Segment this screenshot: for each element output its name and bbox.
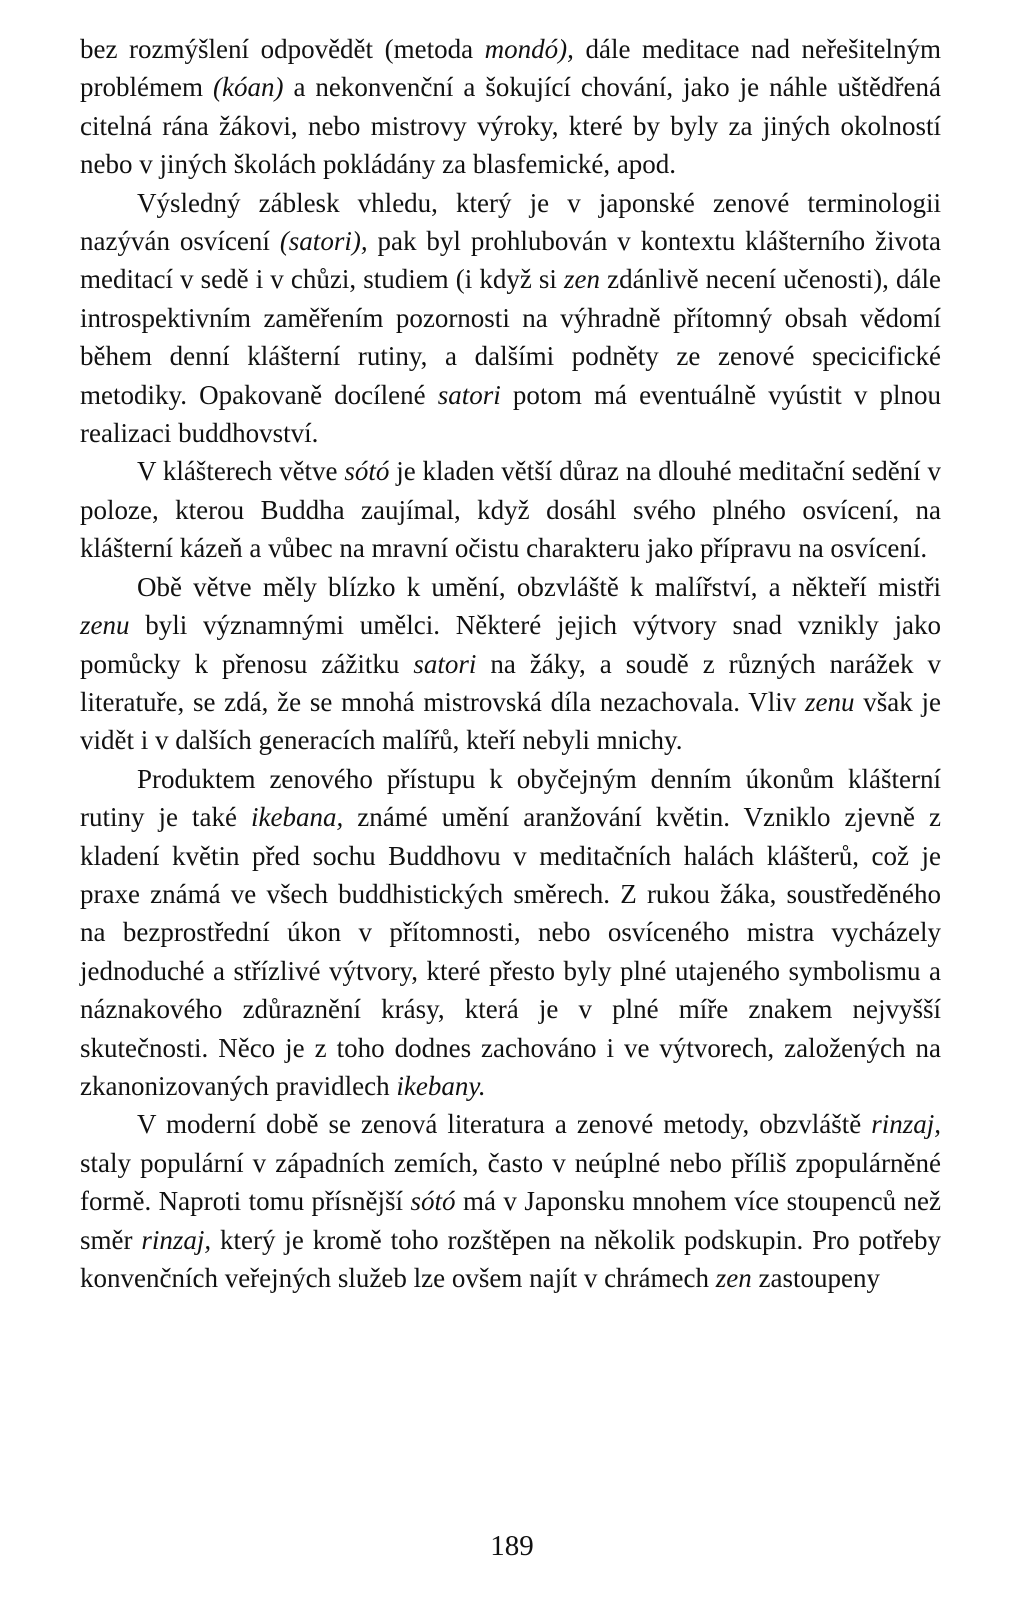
italic-term: ikebana, (251, 802, 344, 833)
paragraph (80, 452, 941, 567)
italic-term: zen (715, 1263, 752, 1293)
italic-term: sótó (344, 456, 390, 487)
body-text (80, 30, 941, 1297)
italic-term: mondó), (484, 34, 574, 64)
text-run: zdánlivě necení učenosti), dále introspektivním zaměřením pozornosti na výhradně přítomný obsah vědomí během denní klášterní rutiny, a dalšími podněty ze zenové specicifické metodiky. Opakovaně docílené (80, 264, 941, 410)
text-run: pak byl prohlubován v kontextu klášterního života meditací v sedě i v chůzi, studiem (i když si (80, 226, 942, 295)
italic-term: satori (437, 379, 501, 410)
text-run: Obě větve měly blízko k umění, obzvláště k malířství, a někteří mistři (137, 571, 941, 602)
text-run: potom má eventuálně vyústit v plnou realizaci buddhovství. (80, 379, 941, 449)
text-run: který je kromě toho rozštěpen na několik podskupin. Pro potřeby konvenčních veřejných služeb lze ovšem najít v chrámech (80, 1224, 941, 1293)
text-run: a nekonvenční a šokující chování, jako je náhle uštědřená citelná rána žákovi, nebo mistrovy výroky, které by byly za jiných okolností nebo v jiných školách pokládány za blasfemické, apod. (80, 72, 941, 180)
text-run: na žáky, a soudě z různých narážek v literatuře, se zdá, že se mnohá mistrovská díla nezachovala. Vliv (80, 648, 941, 717)
italic-term: satori (413, 648, 477, 679)
italic-term: (kóan) (212, 72, 284, 103)
italic-term: ikebany. (396, 1070, 486, 1101)
paragraph (80, 568, 941, 760)
text-run: zastoupeny (751, 1263, 880, 1293)
paragraph (80, 1105, 941, 1297)
text-run: V klášterech větve (137, 456, 345, 487)
text-run: však je vidět i v dalších generacích malířů, kteří nebyli mnichy. (80, 686, 941, 756)
text-run: staly populární v západních zemích, často v neúplné nebo příliš zpopulárněné formě. Naproti tomu přísnější (80, 1147, 941, 1217)
italic-term: zenu (805, 686, 855, 717)
text-run: bez rozmýšlení odpovědět (metoda (80, 34, 485, 64)
text-run: Výsledný záblesk vhledu, který je v japonské zenové terminologii nazýván osvícení (80, 187, 941, 257)
italic-term: rinzaj, (141, 1224, 212, 1255)
italic-term: (satori), (279, 226, 368, 257)
italic-term: zenu (80, 610, 130, 641)
text-run: je kladen větší důraz na dlouhé meditační sedění v poloze, kterou Buddha zaujímal, když dosáhl svého plného osvícení, na klášterní kázeň a vůbec na mravní očistu charakteru jako přípravu na osvícení. (80, 456, 941, 564)
text-run: dále meditace nad neřešitelným problémem (80, 34, 941, 103)
text-run: byli významnými umělci. Některé jejich výtvory snad vznikly jako pomůcky k přenosu zážitku (80, 610, 941, 679)
italic-term: sótó (410, 1186, 456, 1217)
text-run: má v Japonsku mnohem více stoupenců než směr (80, 1186, 941, 1255)
text-run: Produktem zenového přístupu k obyčejným denním úkonům klášterní rutiny je také (80, 763, 941, 833)
page-number: 189 (490, 1530, 534, 1562)
paragraph (80, 184, 941, 453)
paragraph (80, 760, 941, 1106)
italic-term: rinzaj, (871, 1109, 941, 1140)
text-run: známé umění aranžování květin. Vzniklo zjevně z kladení květin před sochu Buddhovu v meditačních halách klášterů, což je praxe známá ve všech buddhistických směrech. Z rukou žáka, soustředěného na bezprostřední úkon v přítomnosti, nebo osvíceného mistra vycházely jednoduché a střízlivé výtvory, které přesto byly plné utajeného symbolismu a náznakového zdůraznění krásy, která je v plné míře znakem nejvyšší skutečnosti. Něco je z toho dodnes zachováno i ve výtvorech, založených na zkanonizovaných pravidlech (80, 802, 941, 1101)
italic-term: zen (564, 264, 601, 295)
text-run: V moderní době se zenová literatura a zenové metody, obzvláště (137, 1109, 872, 1140)
paragraph (80, 30, 941, 184)
